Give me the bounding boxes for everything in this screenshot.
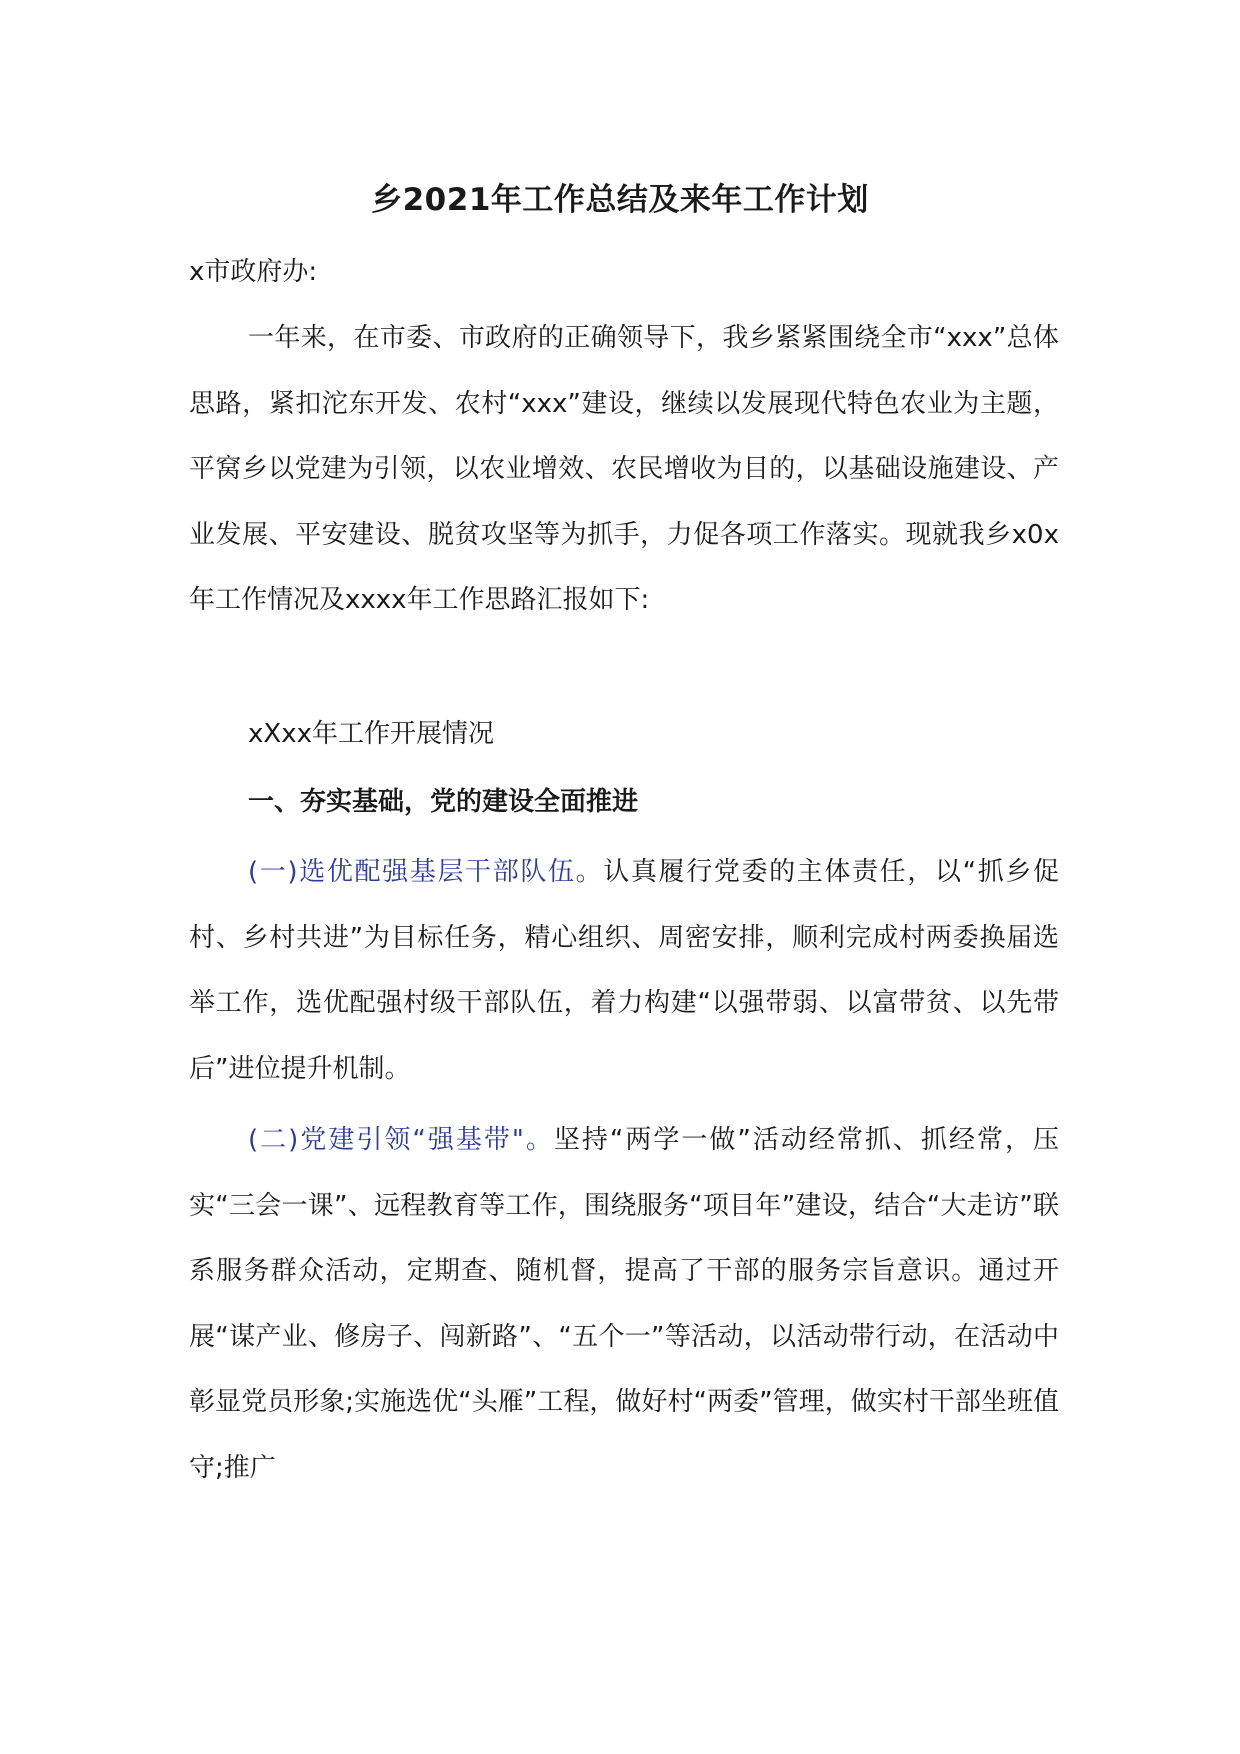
intro-paragraph: 一年来，在市委、市政府的正确领导下，我乡紧紧围绕全市“xxx”总体思路，紧扣沱东开发、农村“xxx”建设，继续以发展现代特色农业为主题，平窝乡以党建为引领，以农业增效、农民增收为目的，以基础设施建设、产业发展、平安建设、脱贫攻坚等为抓手，力促各项工作落实。现就我乡x0x年工作情况及xxxx年工作思路汇报如下: <box>189 323 1059 615</box>
item2-label: (二)党建引领“强基带"。 <box>248 1125 554 1155</box>
section-heading: xXxx年工作开展情况 <box>248 719 494 749</box>
item2-text: 坚持“两学一做”活动经常抓、抓经常，压实“三会一课”、远程教育等工作，围绕服务“项目年”建设，结合“大走访”联系服务群众活动，定期查、随机督，提高了干部的服务宗旨意识。通过开展“谋产业、修房子、闯新路”、“五个一”等活动，以活动带行动，在活动中彰显党员形象;实施选优“头雁”工程，做好村“两委”管理，做实村干部坐班值守;推广 <box>189 1125 1059 1483</box>
document-title: 乡2021年工作总结及来年工作计划 <box>371 182 869 218</box>
item1-text: 认真履行党委的主体责任，以“抓乡促村、乡村共进”为目标任务，精心组织、周密安排，顺利完成村两委换届选举工作，选优配强村级干部队伍，着力构建“以强带弱、以富带贫、以先带后”进位提升机制。 <box>189 857 1059 1084</box>
salutation: x市政府办: <box>189 257 318 287</box>
item2-paragraph <box>189 1108 1059 1501</box>
item1-paragraph <box>189 840 1059 1102</box>
item1-label: (一)选优配强基层干部队伍。 <box>248 857 604 887</box>
part1-heading: 一、夯实基础，党的建设全面推进 <box>248 787 639 817</box>
